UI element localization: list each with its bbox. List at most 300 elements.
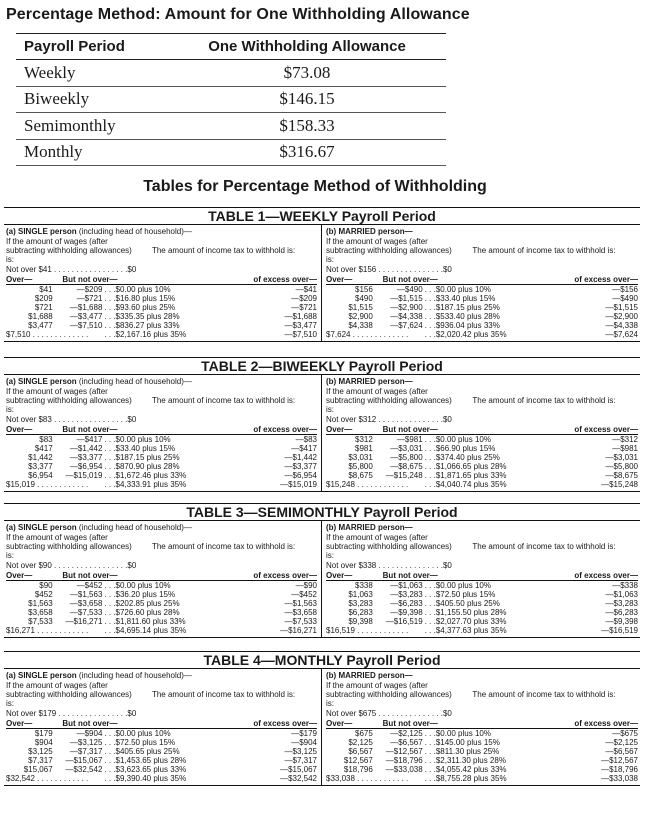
- married-label: (b) MARRIED person—: [326, 671, 413, 680]
- table-title: TABLE 3—SEMIMONTHLY Payroll Period: [4, 503, 640, 521]
- tax-cell: . . .$1,155.50 plus 28%: [424, 608, 507, 617]
- table-body: [4, 521, 640, 638]
- withholding-table: [4, 503, 640, 638]
- over-cell: $7,533: [28, 617, 53, 626]
- column-headers: [326, 719, 638, 729]
- but-not-over-cell: —$1,688: [69, 303, 103, 312]
- but-not-over-cell: —$7,510: [69, 321, 103, 330]
- over-cell: $7,510 . . . . . . . . . . . . .: [6, 330, 89, 339]
- but-not-over-cell: —$7,533: [69, 608, 103, 617]
- excess-cell: —$7,533: [284, 617, 317, 626]
- bracket-row: [6, 608, 317, 617]
- excess-header: of excess over—: [253, 425, 317, 434]
- but-not-over-cell: —$209: [76, 285, 103, 294]
- not-over-text: Not over $338 . . . . . . . . . . . . . . .: [326, 561, 443, 570]
- bracket-row: [326, 599, 638, 608]
- bracket-row: [6, 747, 317, 756]
- over-cell: $6,283: [348, 608, 373, 617]
- column-headers: [326, 571, 638, 581]
- but-not-over-cell: —$32,542: [65, 765, 103, 774]
- over-cell: $90: [39, 581, 53, 590]
- married-heading: [326, 671, 638, 680]
- but-not-over-cell: —$981: [396, 435, 423, 444]
- over-cell: $1,563: [28, 599, 53, 608]
- excess-cell: —$1,442: [284, 453, 317, 462]
- not-over-row: [6, 265, 317, 274]
- intro-block: [326, 533, 638, 560]
- over-cell: $8,675: [348, 471, 373, 480]
- but-not-over-header: But not over—: [382, 425, 438, 434]
- excess-cell: —$83: [295, 435, 317, 444]
- tax-cell: . . .$8,755.28 plus 35%: [424, 774, 507, 783]
- but-not-over-cell: —$7,317: [69, 747, 103, 756]
- tax-cell: . . .$16.80 plus 15%: [104, 294, 176, 303]
- but-not-over-cell: —$2,900: [390, 303, 423, 312]
- excess-cell: —$1,563: [284, 599, 317, 608]
- married-section: [322, 375, 640, 491]
- tax-cell: . . .$405.50 plus 25%: [424, 599, 500, 608]
- intro-block: [6, 387, 317, 414]
- excess-header: of excess over—: [253, 571, 317, 580]
- excess-cell: —$41: [295, 285, 317, 294]
- not-over-text: Not over $83 . . . . . . . . . . . . . . . . .: [6, 415, 128, 424]
- tax-cell: . . .$187.15 plus 25%: [104, 453, 180, 462]
- but-not-over-cell: —$721: [76, 294, 103, 303]
- zero-tax: $0: [127, 709, 137, 718]
- bracket-row: [326, 774, 638, 783]
- tax-intro-text: The amount of income tax to withhold is:: [151, 690, 296, 699]
- tax-cell: . . .$1,066.65 plus 28%: [424, 462, 507, 471]
- but-not-over-cell: —$452: [76, 581, 103, 590]
- tax-cell: . . .$405.65 plus 25%: [104, 747, 180, 756]
- tax-cell: . . .$2,027.70 plus 33%: [424, 617, 507, 626]
- single-heading: [6, 523, 317, 532]
- excess-cell: —$417: [291, 444, 317, 453]
- withholding-table: [4, 651, 640, 786]
- excess-cell: —$675: [612, 729, 638, 738]
- table-body: [4, 225, 640, 342]
- tax-cell: . . .$870.90 plus 28%: [104, 462, 180, 471]
- but-not-over-cell: —$417: [76, 435, 103, 444]
- but-not-over-cell: —$5,800: [390, 453, 423, 462]
- excess-cell: —$981: [612, 444, 638, 453]
- zero-tax: $0: [442, 709, 452, 718]
- bracket-row: [326, 608, 638, 617]
- over-cell: $981: [355, 444, 373, 453]
- table-title: TABLE 4—MONTHLY Payroll Period: [4, 651, 640, 669]
- but-not-over-header: But not over—: [62, 275, 118, 284]
- excess-cell: —$18,796: [601, 765, 638, 774]
- intro-block: [6, 681, 317, 708]
- wages-intro-text: If the amount of wages (after subtracting withholding allowances) is:: [6, 237, 132, 264]
- tax-cell: . . .$0.00 plus 10%: [424, 581, 491, 590]
- married-label: (b) MARRIED person—: [326, 523, 413, 532]
- over-cell: $1,515: [348, 303, 373, 312]
- over-cell: $5,800: [348, 462, 373, 471]
- bracket-row: [6, 303, 317, 312]
- tax-cell: . . .$4,377.63 plus 35%: [424, 626, 507, 635]
- tax-cell: . . .$0.00 plus 10%: [424, 285, 491, 294]
- single-heading: [6, 227, 317, 236]
- wages-intro-text: If the amount of wages (after subtracting withholding allowances) is:: [326, 681, 452, 708]
- over-header: Over—: [326, 719, 353, 728]
- wages-intro-text: If the amount of wages (after subtracting withholding allowances) is:: [326, 237, 452, 264]
- single-qualifier: (including head of household)—: [76, 671, 192, 680]
- tax-cell: . . .$2,311.30 plus 28%: [424, 756, 506, 765]
- single-heading: [6, 377, 317, 386]
- bracket-row: [326, 321, 638, 330]
- excess-cell: —$3,658: [284, 608, 317, 617]
- tax-cell: . . .$374.40 plus 25%: [424, 453, 500, 462]
- but-not-over-cell: —$1,563: [69, 590, 103, 599]
- tax-cell: . . .$93.60 plus 25%: [104, 303, 176, 312]
- not-over-row: [326, 561, 638, 570]
- over-cell: $2,125: [348, 738, 373, 747]
- bracket-row: [326, 729, 638, 738]
- over-header: Over—: [326, 425, 353, 434]
- single-label: (a) SINGLE person: [6, 227, 77, 236]
- excess-cell: —$338: [612, 581, 638, 590]
- single-qualifier: (including head of household)—: [76, 523, 192, 532]
- married-label: (b) MARRIED person—: [326, 227, 413, 236]
- excess-cell: —$32,542: [280, 774, 317, 783]
- bracket-row: [6, 285, 317, 294]
- bracket-row: [326, 471, 638, 480]
- tax-cell: . . .$72.50 plus 15%: [424, 590, 496, 599]
- not-over-row: [6, 709, 317, 718]
- bracket-row: [326, 738, 638, 747]
- period-cell: Biweekly: [16, 86, 168, 113]
- allowance-amount-cell: $146.15: [168, 86, 446, 113]
- column-headers: [326, 275, 638, 285]
- excess-cell: —$209: [291, 294, 317, 303]
- bracket-row: [326, 581, 638, 590]
- withholding-table: [4, 357, 640, 492]
- over-header: Over—: [326, 275, 353, 284]
- column-headers: [6, 425, 317, 435]
- tax-cell: . . .$1,672.46 plus 33%: [104, 471, 187, 480]
- bracket-row: [326, 617, 638, 626]
- bracket-row: [6, 471, 317, 480]
- tax-cell: . . .$33.40 plus 15%: [424, 294, 496, 303]
- over-cell: $209: [34, 294, 53, 303]
- excess-cell: —$7,624: [605, 330, 638, 339]
- over-cell: $16,519 . . . . . . . . . . . .: [326, 626, 409, 635]
- table-body: [4, 669, 640, 786]
- but-not-over-cell: —$3,658: [69, 599, 103, 608]
- single-qualifier: (including head of household)—: [76, 227, 192, 236]
- excess-cell: —$15,067: [280, 765, 317, 774]
- bracket-row: [6, 330, 317, 339]
- tax-cell: . . .$1,453.65 plus 28%: [104, 756, 187, 765]
- main-title: Tables for Percentage Method of Withholding: [143, 178, 487, 195]
- not-over-text: Not over $675 . . . . . . . . . . . . . . .: [326, 709, 443, 718]
- table-title: TABLE 1—WEEKLY Payroll Period: [4, 207, 640, 225]
- but-not-over-cell: —$3,377: [69, 453, 103, 462]
- excess-cell: —$904: [291, 738, 317, 747]
- but-not-over-cell: —$16,519: [385, 617, 423, 626]
- allowance-row: [16, 86, 446, 113]
- bracket-row: [326, 480, 638, 489]
- over-cell: $7,624 . . . . . . . . . . . . .: [326, 330, 409, 339]
- tax-cell: . . .$72.50 plus 15%: [104, 738, 176, 747]
- over-cell: $3,125: [28, 747, 53, 756]
- excess-cell: —$4,338: [605, 321, 638, 330]
- over-header: Over—: [6, 719, 33, 728]
- single-section: [4, 225, 322, 341]
- but-not-over-cell: —$7,624: [390, 321, 423, 330]
- tax-intro-text: The amount of income tax to withhold is:: [472, 396, 616, 405]
- excess-cell: —$156: [612, 285, 638, 294]
- single-label: (a) SINGLE person: [6, 377, 77, 386]
- married-section: [322, 521, 640, 637]
- excess-cell: —$3,377: [284, 462, 317, 471]
- over-cell: $4,338: [348, 321, 373, 330]
- tax-cell: . . .$4,055.42 plus 33%: [424, 765, 507, 774]
- over-cell: $15,248 . . . . . . . . . . . .: [326, 480, 409, 489]
- over-cell: $1,688: [28, 312, 53, 321]
- over-cell: $312: [355, 435, 373, 444]
- but-not-over-cell: —$15,019: [65, 471, 103, 480]
- over-cell: $18,796: [343, 765, 373, 774]
- bracket-row: [6, 626, 317, 635]
- bracket-row: [326, 330, 638, 339]
- tax-cell: . . .$0.00 plus 10%: [104, 729, 171, 738]
- tax-cell: . . .$66.90 plus 15%: [424, 444, 496, 453]
- but-not-over-cell: —$9,398: [390, 608, 423, 617]
- married-heading: [326, 523, 638, 532]
- but-not-over-cell: —$3,031: [390, 444, 423, 453]
- not-over-row: [326, 415, 638, 424]
- over-cell: $1,063: [348, 590, 373, 599]
- tax-cell: . . .$0.00 plus 10%: [424, 435, 491, 444]
- allowance-row: [16, 60, 446, 87]
- bracket-row: [6, 765, 317, 774]
- tax-cell: . . .$936.04 plus 33%: [424, 321, 500, 330]
- wages-intro-text: If the amount of wages (after subtracting withholding allowances) is:: [6, 681, 132, 708]
- bracket-row: [6, 444, 317, 453]
- allowance-title: Percentage Method: Amount for One Withholding Allowance: [6, 6, 470, 23]
- tax-cell: . . .$4,695.14 plus 35%: [104, 626, 187, 635]
- married-section: [322, 225, 640, 341]
- allowance-amount-cell: $158.33: [168, 113, 446, 140]
- but-not-over-cell: —$8,675: [390, 462, 423, 471]
- bracket-row: [326, 747, 638, 756]
- over-cell: $15,067: [23, 765, 53, 774]
- bracket-row: [326, 444, 638, 453]
- excess-cell: —$8,675: [605, 471, 638, 480]
- over-cell: $904: [34, 738, 53, 747]
- but-not-over-cell: —$33,038: [385, 765, 423, 774]
- tax-cell: . . .$33.40 plus 15%: [104, 444, 176, 453]
- bracket-row: [326, 285, 638, 294]
- over-cell: $12,567: [343, 756, 373, 765]
- bracket-row: [6, 321, 317, 330]
- not-over-row: [326, 265, 638, 274]
- but-not-over-cell: —$3,477: [69, 312, 103, 321]
- allowance-header-row: [16, 34, 446, 60]
- tax-cell: . . .$335.35 plus 28%: [104, 312, 180, 321]
- excess-cell: —$452: [291, 590, 317, 599]
- excess-header: of excess over—: [574, 719, 638, 728]
- excess-cell: —$12,567: [601, 756, 638, 765]
- over-cell: $6,954: [28, 471, 53, 480]
- wages-intro-text: If the amount of wages (after subtracting withholding allowances) is:: [6, 387, 132, 414]
- but-not-over-header: But not over—: [382, 275, 438, 284]
- over-cell: $156: [355, 285, 373, 294]
- excess-cell: —$16,519: [601, 626, 638, 635]
- over-cell: $179: [34, 729, 53, 738]
- over-cell: $16,271 . . . . . . . . . . . .: [6, 626, 89, 635]
- but-not-over-header: But not over—: [382, 719, 438, 728]
- wages-intro-text: If the amount of wages (after subtracting withholding allowances) is:: [6, 533, 132, 560]
- excess-cell: —$16,271: [280, 626, 317, 635]
- over-cell: $15,019 . . . . . . . . . . . .: [6, 480, 89, 489]
- bracket-row: [6, 312, 317, 321]
- bracket-row: [6, 590, 317, 599]
- bracket-row: [6, 435, 317, 444]
- excess-cell: —$2,125: [605, 738, 638, 747]
- excess-cell: —$721: [291, 303, 317, 312]
- bracket-row: [6, 738, 317, 747]
- not-over-text: Not over $179 . . . . . . . . . . . . . . . .: [6, 709, 128, 718]
- not-over-text: Not over $156 . . . . . . . . . . . . . . .: [326, 265, 443, 274]
- tax-cell: . . .$202.85 plus 25%: [104, 599, 180, 608]
- tax-cell: . . .$1,811.60 plus 33%: [104, 617, 186, 626]
- excess-cell: —$2,900: [605, 312, 638, 321]
- single-qualifier: (including head of household)—: [76, 377, 192, 386]
- but-not-over-header: But not over—: [62, 719, 118, 728]
- payroll-period-header: Payroll Period: [16, 34, 168, 60]
- zero-tax: $0: [127, 265, 137, 274]
- bracket-row: [326, 626, 638, 635]
- tax-cell: . . .$2,020.42 plus 35%: [424, 330, 507, 339]
- excess-cell: —$7,510: [284, 330, 317, 339]
- bracket-row: [326, 294, 638, 303]
- excess-cell: —$9,398: [605, 617, 638, 626]
- but-not-over-cell: —$1,515: [390, 294, 423, 303]
- excess-cell: —$1,515: [605, 303, 638, 312]
- bracket-row: [326, 462, 638, 471]
- excess-cell: —$15,248: [601, 480, 638, 489]
- intro-block: [6, 237, 317, 264]
- not-over-row: [6, 561, 317, 570]
- column-headers: [6, 719, 317, 729]
- bracket-row: [6, 453, 317, 462]
- but-not-over-cell: —$18,796: [385, 756, 423, 765]
- bracket-row: [326, 453, 638, 462]
- single-heading: [6, 671, 317, 680]
- bracket-row: [326, 756, 638, 765]
- excess-cell: —$6,283: [605, 608, 638, 617]
- column-headers: [6, 571, 317, 581]
- but-not-over-cell: —$2,125: [390, 729, 423, 738]
- over-cell: $3,477: [28, 321, 53, 330]
- intro-block: [6, 533, 317, 560]
- bracket-row: [326, 590, 638, 599]
- married-heading: [326, 227, 638, 236]
- over-cell: $417: [34, 444, 53, 453]
- bracket-row: [6, 729, 317, 738]
- excess-cell: —$5,800: [605, 462, 638, 471]
- bracket-row: [6, 480, 317, 489]
- tax-cell: . . .$811.30 plus 25%: [424, 747, 500, 756]
- but-not-over-header: But not over—: [62, 571, 118, 580]
- tax-cell: . . .$726.60 plus 28%: [104, 608, 180, 617]
- excess-header: of excess over—: [574, 571, 638, 580]
- but-not-over-cell: —$15,248: [385, 471, 423, 480]
- over-cell: $1,442: [28, 453, 53, 462]
- tax-cell: . . .$145.00 plus 15%: [424, 738, 500, 747]
- but-not-over-cell: —$490: [396, 285, 423, 294]
- tax-cell: . . .$4,040.74 plus 35%: [424, 480, 507, 489]
- over-cell: $33,038 . . . . . . . . . . . .: [326, 774, 409, 783]
- over-cell: $3,658: [28, 608, 53, 617]
- tax-cell: . . .$0.00 plus 10%: [104, 581, 171, 590]
- not-over-text: Not over $312 . . . . . . . . . . . . . . .: [326, 415, 443, 424]
- excess-cell: —$7,317: [284, 756, 317, 765]
- tax-cell: . . .$9,390.40 plus 35%: [104, 774, 187, 783]
- over-cell: $3,377: [28, 462, 53, 471]
- tax-cell: . . .$533.40 plus 28%: [424, 312, 500, 321]
- column-headers: [326, 425, 638, 435]
- bracket-row: [6, 294, 317, 303]
- bracket-row: [6, 599, 317, 608]
- tax-intro-text: The amount of income tax to withhold is:: [472, 690, 616, 699]
- but-not-over-cell: —$904: [76, 729, 103, 738]
- but-not-over-cell: —$6,567: [390, 738, 423, 747]
- single-section: [4, 521, 322, 637]
- excess-header: of excess over—: [574, 275, 638, 284]
- tax-cell: . . .$3,623.65 plus 33%: [104, 765, 187, 774]
- excess-header: of excess over—: [574, 425, 638, 434]
- not-over-row: [6, 415, 317, 424]
- over-cell: $452: [34, 590, 53, 599]
- intro-block: [326, 237, 638, 264]
- tax-cell: . . .$36.20 plus 15%: [104, 590, 176, 599]
- excess-cell: —$6,567: [605, 747, 638, 756]
- excess-cell: —$179: [291, 729, 317, 738]
- tax-cell: . . .$187.15 plus 25%: [424, 303, 500, 312]
- not-over-text: Not over $90 . . . . . . . . . . . . . . . . .: [6, 561, 128, 570]
- tax-intro-text: The amount of income tax to withhold is:: [472, 246, 616, 255]
- excess-cell: —$33,038: [601, 774, 638, 783]
- over-cell: $7,317: [28, 756, 53, 765]
- tax-intro-text: The amount of income tax to withhold is:: [151, 396, 296, 405]
- but-not-over-cell: —$3,283: [390, 590, 423, 599]
- allowance-row: [16, 113, 446, 140]
- tax-cell: . . .$1,871.65 plus 33%: [424, 471, 507, 480]
- but-not-over-cell: —$1,063: [390, 581, 423, 590]
- but-not-over-cell: —$6,954: [69, 462, 103, 471]
- bracket-row: [6, 756, 317, 765]
- allowance-row: [16, 139, 446, 166]
- excess-cell: —$3,283: [605, 599, 638, 608]
- column-headers: [6, 275, 317, 285]
- but-not-over-header: But not over—: [382, 571, 438, 580]
- single-label: (a) SINGLE person: [6, 523, 77, 532]
- over-cell: $6,567: [348, 747, 373, 756]
- over-cell: $41: [39, 285, 53, 294]
- excess-cell: —$6,954: [284, 471, 317, 480]
- excess-cell: —$3,477: [284, 321, 317, 330]
- allowance-table: [16, 33, 446, 166]
- tax-cell: . . .$0.00 plus 10%: [104, 285, 171, 294]
- tax-cell: . . .$4,333.91 plus 35%: [104, 480, 187, 489]
- tax-cell: . . .$2,167.16 plus 35%: [104, 330, 187, 339]
- over-header: Over—: [326, 571, 353, 580]
- excess-cell: —$312: [612, 435, 638, 444]
